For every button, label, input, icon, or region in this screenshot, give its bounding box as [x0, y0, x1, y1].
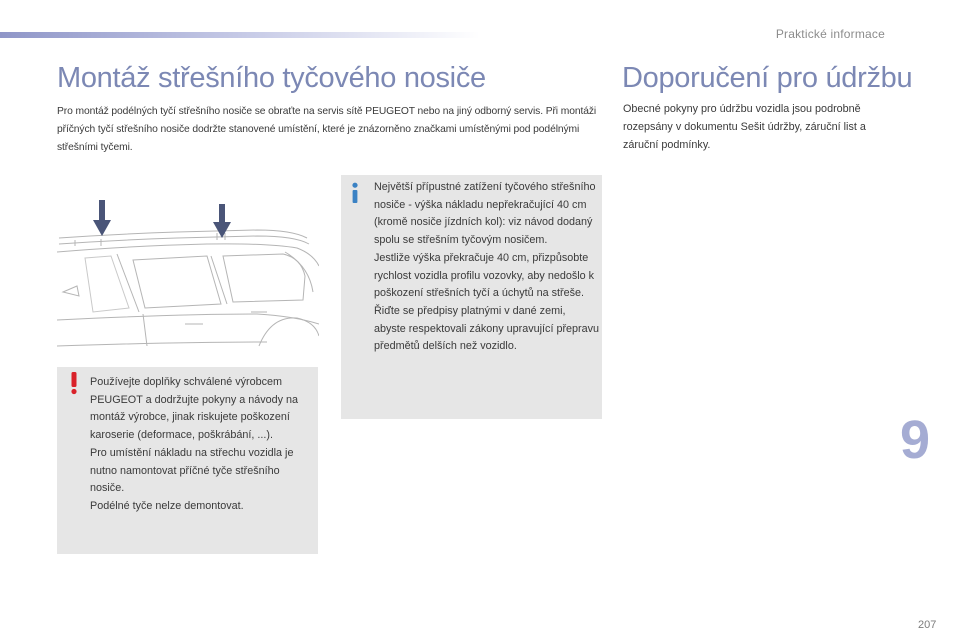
down-arrow-icon [213, 204, 231, 238]
info-line: Řiďte se předpisy platnými v dané zemi, abyste respektovali zákony upravující přepravu předmětů delších než vozidlo. [374, 304, 600, 353]
warning-line: Podélné tyče nelze demontovat. [90, 499, 244, 512]
exclamation-icon [67, 371, 81, 395]
maintenance-title: Doporučení pro údržbu [622, 62, 913, 94]
info-line: Jestliže výška překračuje 40 cm, přizpůsobte rychlost vozidla profilu vozovky, aby nedošlo k poškození střešních tyčí a úchytů na střeše. [374, 251, 595, 300]
page-number: 207 [918, 619, 937, 631]
chapter-number: 9 [900, 410, 931, 470]
roof-rail-illustration [57, 196, 319, 354]
page-title: Montáž střešního tyčového nosiče [57, 62, 486, 94]
intro-paragraph: Pro montáž podélných tyčí střešního nosiče se obraťte na servis sítě PEUGEOT nebo na jiný odborný servis. Při montáži příčných tyčí střešního nosiče dodržte stanovené umístění, které je znázorněno značkami umístěnými pod podélnými střešními tyčemi. [57, 106, 597, 153]
down-arrow-icon [93, 200, 111, 236]
maintenance-paragraph: Obecné pokyny pro údržbu vozidla jsou podrobně rozepsány v dokumentu Sešit údržby, záruční list a záruční podmínky. [623, 103, 866, 151]
info-icon [348, 182, 362, 204]
warning-line: Pro umístění nákladu na střechu vozidla je nutno namontovat příčné tyče střešního nosiče. [90, 446, 294, 495]
header-accent-bar [0, 32, 480, 38]
section-label: Praktické informace [775, 27, 885, 41]
warning-box [57, 367, 318, 554]
warning-text [90, 374, 312, 516]
warning-line: Používejte doplňky schválené výrobcem PEUGEOT a dodržujte pokyny a návody na montáž výrobce, jinak riskujete poškození karoserie (deformace, poškrábání, ...). [90, 376, 299, 442]
info-line: Největší přípustné zatížení tyčového střešního nosiče - výška nákladu nepřekračující 40 cm (kromě nosiče jízdních kol): viz návod dodaný spolu se střešním tyčovým nosičem. [374, 181, 596, 247]
info-box [341, 175, 602, 419]
info-text [374, 179, 600, 356]
